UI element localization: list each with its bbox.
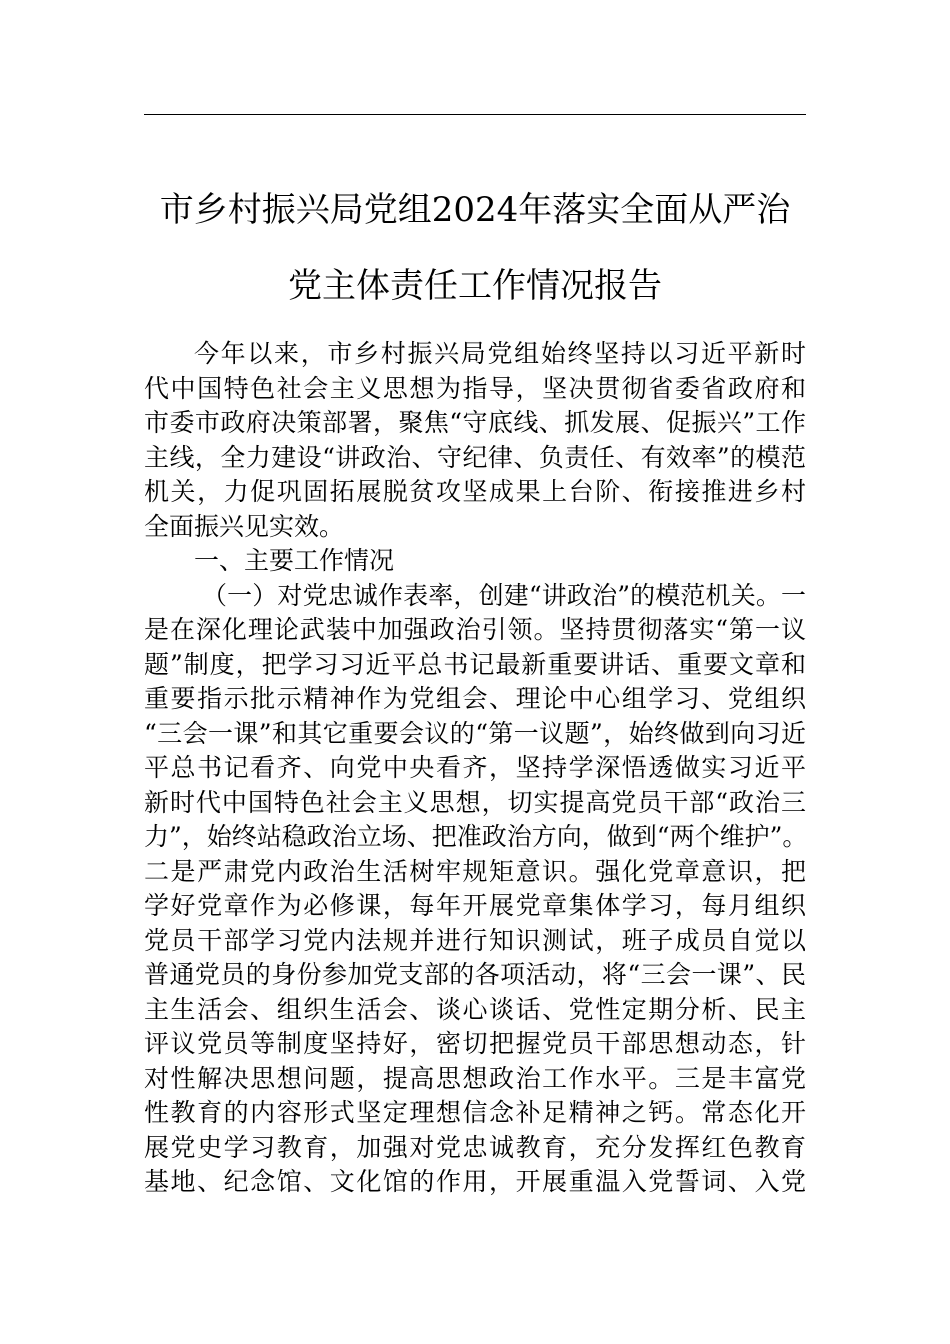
body-line: 评议党员等制度坚持好，密切把握党员干部思想动态，针 xyxy=(144,1029,806,1058)
body-line: 重要指示批示精神作为党组会、理论中心组学习、党组织 xyxy=(144,684,806,713)
section-heading: 一、主要工作情况 xyxy=(194,546,395,575)
body-line: 新时代中国特色社会主义思想，切实提高党员干部“政治三 xyxy=(144,787,806,817)
document-title xyxy=(144,172,806,324)
body-line: 党员干部学习党内法规并进行知识测试，班子成员自觉以 xyxy=(144,925,806,955)
body-line: 题”制度，把学习习近平总书记最新重要讲话、重要文章和 xyxy=(144,649,806,679)
body-line: 普通党员的身份参加党支部的各项活动，将“三会一课”、民 xyxy=(144,960,806,989)
body-line: 机关，力促巩固拓展脱贫攻坚成果上台阶、衔接推进乡村 xyxy=(144,477,806,506)
body-line: 主线，全力建设“讲政治、守纪律、负责任、有效率”的模范 xyxy=(144,442,806,472)
body-line: 性教育的内容形式坚定理想信念补足精神之钙。常态化开 xyxy=(144,1098,806,1127)
body-line: 今年以来，市乡村振兴局党组始终坚持以习近平新时 xyxy=(194,339,806,368)
document-body xyxy=(144,337,806,1200)
body-line: 力”，始终站稳政治立场、把准政治方向，做到“两个维护”。 xyxy=(144,822,808,851)
body-line: 全面振兴见实效。 xyxy=(144,511,345,541)
body-line: 是在深化理论武装中加强政治引领。坚持贯彻落实“第一议 xyxy=(144,615,806,644)
body-line: 对性解决思想问题，提高思想政治工作水平。三是丰富党 xyxy=(144,1063,806,1093)
body-line: 市委市政府决策部署，聚焦“守底线、抓发展、促振兴”工作 xyxy=(144,408,806,437)
header-rule xyxy=(144,114,806,115)
body-line: 平总书记看齐、向党中央看齐，坚持学深悟透做实习近平 xyxy=(144,753,806,782)
title-line-1: 市乡村振兴局党组2024年落实全面从严治 xyxy=(159,190,791,230)
body-line: 展党史学习教育，加强对党忠诚教育，充分发挥红色教育 xyxy=(144,1132,806,1162)
body-line: （一）对党忠诚作表率，创建“讲政治”的模范机关。一 xyxy=(202,580,806,610)
body-line: 代中国特色社会主义思想为指导，坚决贯彻省委省政府和 xyxy=(144,373,806,403)
body-line: 基地、纪念馆、文化馆的作用，开展重温入党誓词、入党 xyxy=(144,1167,806,1196)
body-line: 二是严肃党内政治生活树牢规矩意识。强化党章意识，把 xyxy=(144,856,806,886)
body-line: “三会一课”和其它重要会议的“第一议题”，始终做到向习近 xyxy=(144,718,806,748)
body-line: 学好党章作为必修课，每年开展党章集体学习，每月组织 xyxy=(144,891,806,920)
title-line-2: 党主体责任工作情况报告 xyxy=(288,266,662,306)
body-line: 主生活会、组织生活会、谈心谈话、党性定期分析、民主 xyxy=(144,994,806,1024)
